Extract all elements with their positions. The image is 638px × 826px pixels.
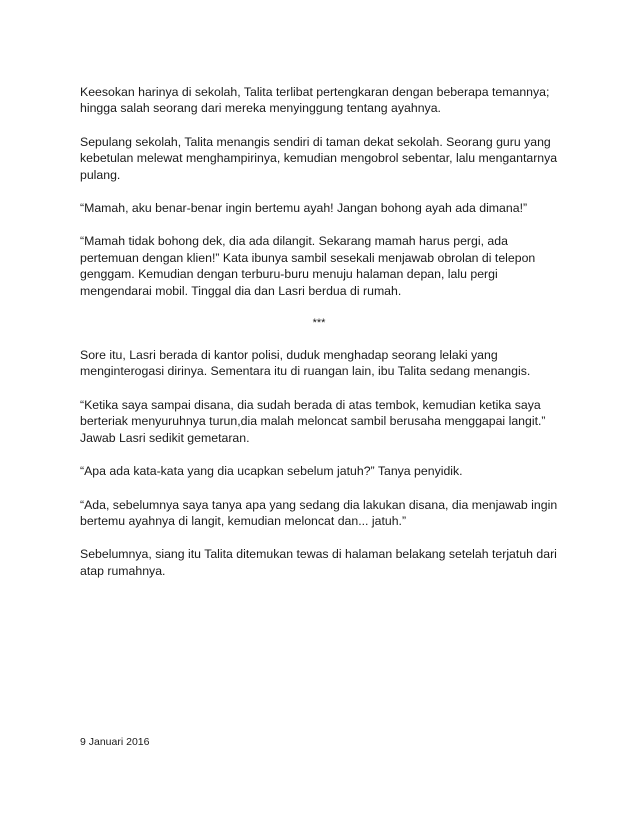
paragraph: Sepulang sekolah, Talita menangis sendiri di taman dekat sekolah. Seorang guru yang kebetulan melewat menghampirinya, kemudian mengobrol sebentar, lalu mengantarnya pulang. xyxy=(80,134,558,182)
paragraph: Sore itu, Lasri berada di kantor polisi, duduk menghadap seorang lelaki yang menginterogasi dirinya. Sementara itu di ruangan lain, ibu Talita sedang menangis. xyxy=(80,348,531,379)
footer-date: 9 Januari 2016 xyxy=(80,736,150,748)
paragraph: Keesokan harinya di sekolah, Talita terlibat pertengkaran dengan beberapa temannya; hingga salah seorang dari mereka menyinggung tentang ayahnya. xyxy=(80,85,550,116)
paragraph: “Ada, sebelumnya saya tanya apa yang sedang dia lakukan disana, dia menjawab ingin bertemu ayahnya di langit, kemudian meloncat dan... jatuh.” xyxy=(80,497,558,528)
paragraph: “Ketika saya sampai disana, dia sudah berada di atas tembok, kemudian ketika saya berteriak menyuruhnya turun,dia malah meloncat sambil berusaha menggapai langit.” Jawab Lasri sedikit gemetaran. xyxy=(80,397,546,445)
paragraph: “Mamah tidak bohong dek, dia ada dilangit. Sekarang mamah harus pergi, ada pertemuan dengan klien!” Kata ibunya sambil sesekali menjawab obrolan di telepon genggam. Kemudian dengan terburu-buru menuju halaman depan, lalu pergi mengendarai mobil. Tinggal dia dan Lasri berdua di rumah. xyxy=(80,234,536,298)
paragraph: Sebelumnya, siang itu Talita ditemukan tewas di halaman belakang setelah terjatuh dari atap rumahnya. xyxy=(80,547,557,578)
scene-break: *** xyxy=(312,317,326,330)
document-body xyxy=(80,84,558,596)
paragraph: “Mamah, aku benar-benar ingin bertemu ayah! Jangan bohong ayah ada dimana!” xyxy=(80,201,528,216)
paragraph: “Apa ada kata-kata yang dia ucapkan sebelum jatuh?” Tanya penyidik. xyxy=(80,464,463,479)
